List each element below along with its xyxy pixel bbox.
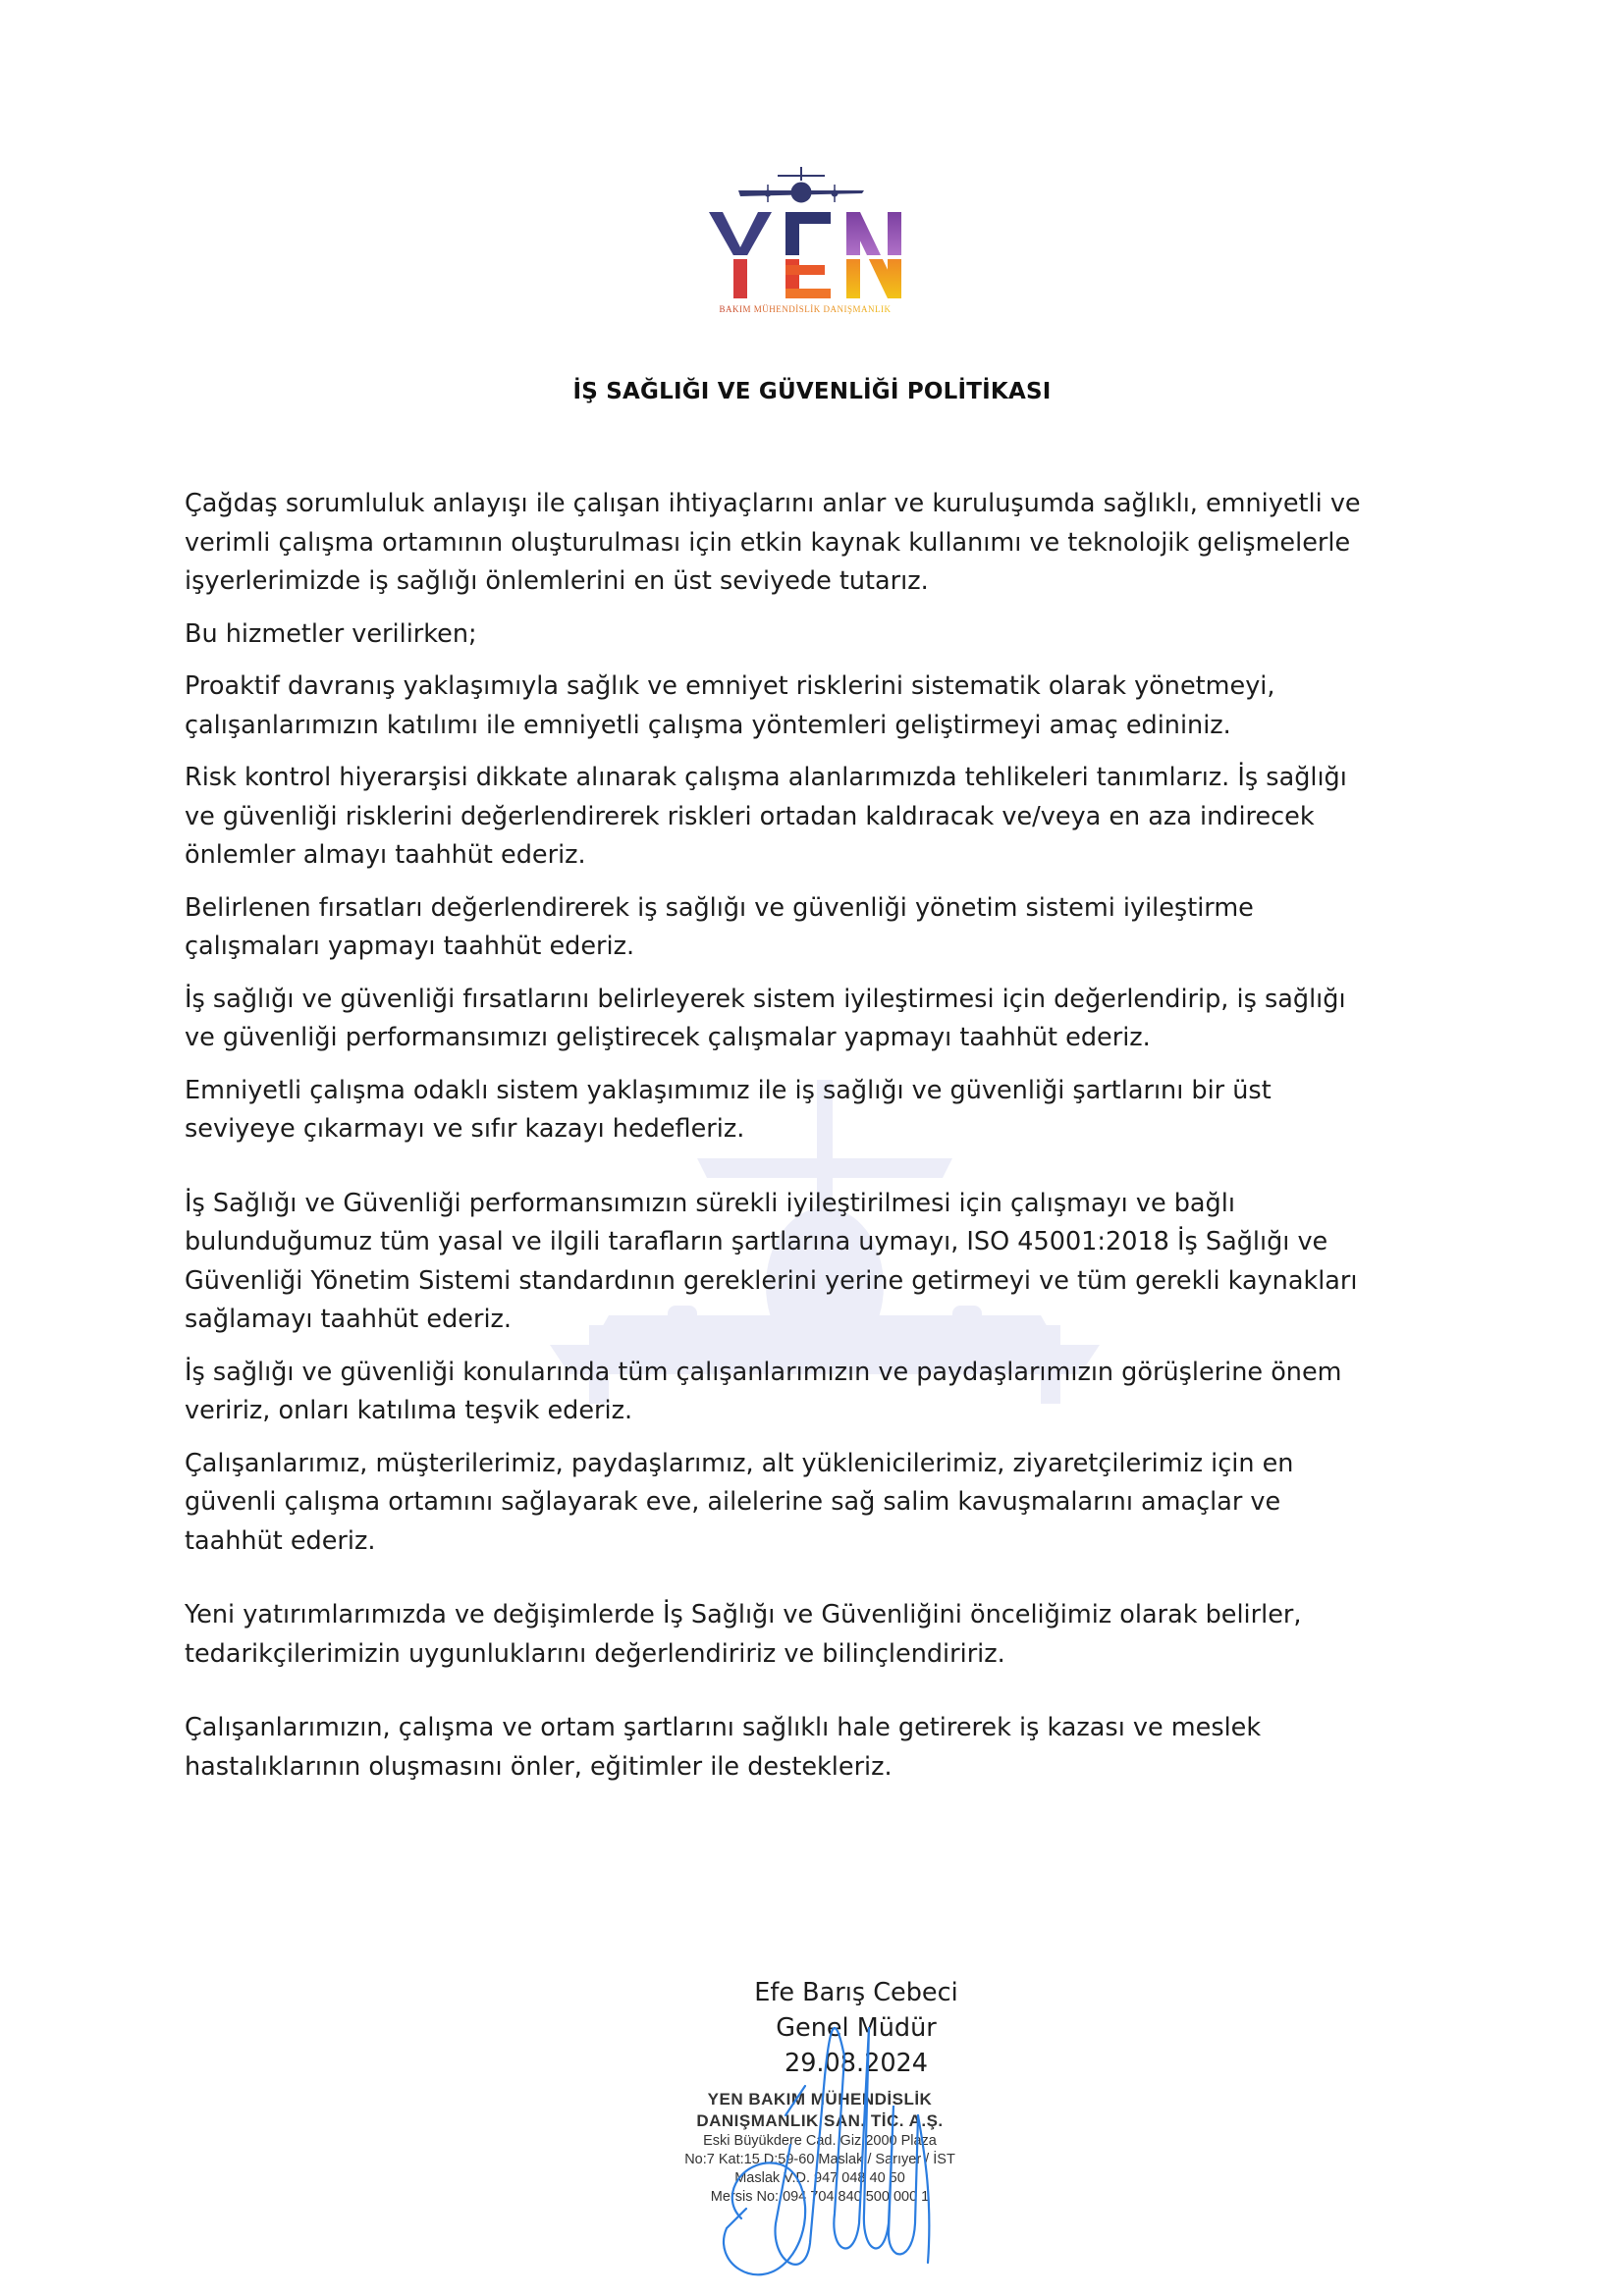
text-line: Çalışanlarımızın, çalışma ve ortam şartlarını sağlıklı hale getirerek iş kazası ve meslek [185, 1713, 1262, 1742]
signatory-name: Efe Barış Cebeci [754, 1978, 958, 2007]
text-line: İş sağlığı ve güvenliği fırsatlarını belirleyerek sistem iyileştirmesi için değerlendirip, iş sağlığı [185, 984, 1346, 1014]
paragraph-iso-45001 [185, 1185, 1441, 1340]
stamp-tax-office: Maslak V.D. 947 048 40 50 [734, 2170, 905, 2186]
paragraph-lead-in [185, 615, 1441, 655]
page-title: İŞ SAĞLIĞI VE GÜVENLİĞİ POLİTİKASI [572, 379, 1052, 404]
text-line: tedarikçilerimizin uygunluklarını değerlendiririz ve bilinçlendiririz. [185, 1638, 1005, 1669]
paragraph-opportunities [185, 889, 1441, 967]
text-line: ve güvenliği performansımızı geliştirecek çalışmalar yapmayı taahhüt ederiz. [185, 1023, 1151, 1052]
text-line: Güvenliği Yönetim Sistemi standardının gereklerini yerine getirmeyi ve tüm gerekli kaynakları [185, 1265, 1358, 1296]
paragraph-risk-control [185, 759, 1441, 876]
text-line: önlemler almayı taahhüt ederiz. [185, 840, 586, 870]
text-line: sağlamayı taahhüt ederiz. [185, 1305, 513, 1334]
text-line: seviyeye çıkarmayı ve sıfır kazayı hedefleriz. [185, 1114, 745, 1144]
stamp-company-line1: YEN BAKIM MÜHENDİSLİK [707, 2090, 933, 2109]
paragraph-stakeholders [185, 1354, 1441, 1431]
text-line: taahhüt ederiz. [185, 1525, 376, 1556]
company-logo [687, 157, 943, 329]
text-line: güvenli çalışma ortamını sağlayarak eve, ailelerine sağ salim kavuşmalarını amaçlar ve [185, 1487, 1281, 1517]
paragraph-zero-accident [185, 1072, 1441, 1149]
text-line: Çağdaş sorumluluk anlayışı ile çalışan ihtiyaçlarını anlar ve kuruluşumda sağlıklı, emniyetli ve [185, 489, 1361, 518]
text-line: verimli çalışma ortamının oluşturulması için etkin kaynak kullanımı ve teknolojik gelişmelerle [185, 527, 1351, 558]
paragraph-safe-environment [185, 1445, 1441, 1562]
text-line: veririz, onları katılıma teşvik ederiz. [185, 1396, 633, 1425]
logo-tagline: BAKIM MÜHENDİSLİK DANIŞMANLIK [707, 304, 903, 315]
text-line: İş sağlığı ve güvenliği konularında tüm çalışanlarımızın ve paydaşlarımızın görüşlerine önem [185, 1357, 1342, 1387]
stamp-mersis-number: Mersis No: 094 704 840 500 000 1 [710, 2189, 930, 2205]
paragraph-intro [185, 485, 1441, 602]
text-line: ve güvenliği risklerini değerlendirerek riskleri ortadan kaldıracak ve/veya en aza indirecek [185, 801, 1315, 831]
text-line: işyerlerimizde iş sağlığı önlemlerini en üst seviyede tutarız. [185, 566, 929, 596]
airplane-logo-icon [738, 167, 866, 206]
stamp-company-line2: DANIŞMANLIK SAN. TİC. A.Ş. [696, 2111, 944, 2130]
paragraph-investments [185, 1596, 1441, 1674]
stamp-address-line1: Eski Büyükdere Cad. Giz 2000 Plaza [703, 2133, 937, 2149]
signatory-role: Genel Müdür [776, 2013, 937, 2043]
text-line: Bu hizmetler verilirken; [185, 618, 477, 649]
text-line: Risk kontrol hiyerarşisi dikkate alınarak çalışma alanlarımızda tehlikeleri tanımlarız. İş sağlığı [185, 763, 1347, 792]
stamp-address-line2: No:7 Kat:15 D:59-60 Maslak / Sarıyer / İST [684, 2152, 955, 2167]
paragraph-training [185, 1709, 1441, 1787]
paragraph-proactive [185, 667, 1441, 745]
signature-date: 29.08.2024 [784, 2049, 928, 2078]
text-line: Yeni yatırımlarımızda ve değişimlerde İş Sağlığı ve Güvenliğini önceliğimiz olarak belirler, [185, 1600, 1302, 1629]
company-stamp [643, 2089, 997, 2207]
policy-body [185, 485, 1441, 1800]
text-line: Emniyetli çalışma odaklı sistem yaklaşımımız ile iş sağlığı ve güvenliği şartlarını bir üst [185, 1075, 1272, 1105]
text-line: bulunduğumuz tüm yasal ve ilgili tarafların şartlarına uymayı, ISO 45001:2018 İş Sağlığı ve [185, 1227, 1328, 1256]
yen-logo-letters [707, 212, 903, 300]
text-line: çalışanlarımızın katılımı ile emniyetli çalışma yöntemleri geliştirmeyi amaç edininiz. [185, 710, 1231, 740]
text-line: çalışmaları yapmayı taahhüt ederiz. [185, 932, 635, 961]
text-line: hastalıklarının oluşmasını önler, eğitimler ile destekleriz. [185, 1751, 893, 1782]
text-line: Proaktif davranış yaklaşımıyla sağlık ve emniyet risklerini sistematik olarak yönetmeyi, [185, 671, 1275, 701]
paragraph-performance [185, 981, 1441, 1058]
text-line: Belirlenen fırsatları değerlendirerek iş sağlığı ve güvenliği yönetim sistemi iyileştirme [185, 892, 1254, 923]
text-line: İş Sağlığı ve Güvenliği performansımızın sürekli iyileştirilmesi için çalışmayı ve bağlı [185, 1188, 1235, 1218]
text-line: Çalışanlarımız, müşterilerimiz, paydaşlarımız, alt yüklenicilerimiz, ziyaretçilerimiz için en [185, 1448, 1294, 1478]
